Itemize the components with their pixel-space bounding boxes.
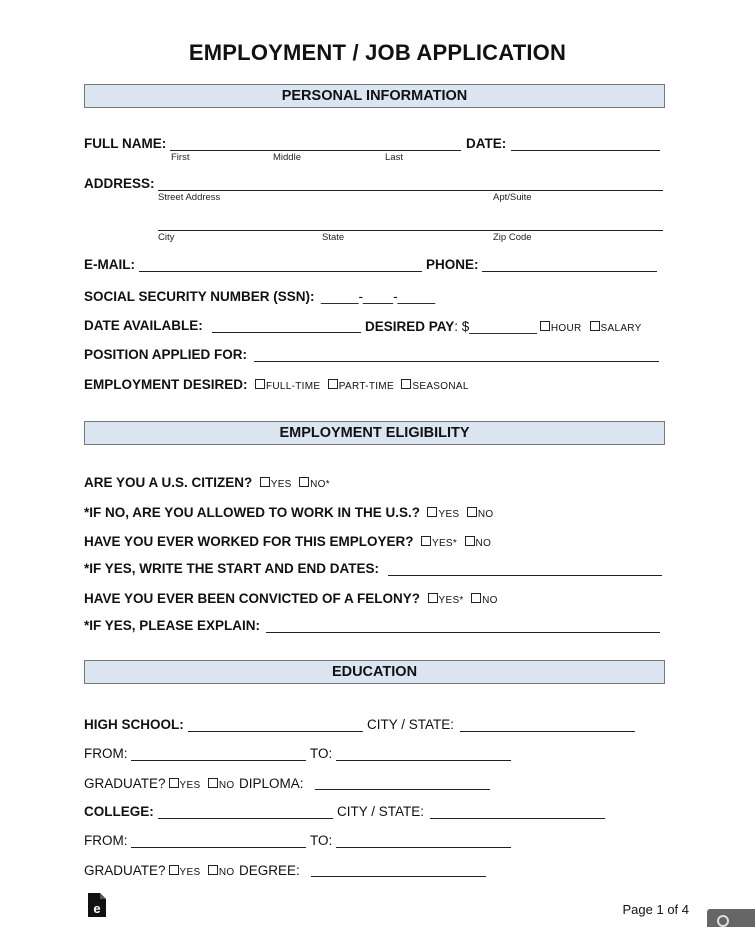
- date-available-field[interactable]: [212, 332, 361, 333]
- seasonal-checkbox[interactable]: [401, 379, 411, 389]
- high-school-graduate-label: GRADUATE?: [84, 776, 166, 791]
- allowed-yes-label: YES: [438, 509, 460, 520]
- college-city-state-label: CITY / STATE:: [337, 804, 425, 819]
- hour-option-label: HOUR: [550, 323, 582, 334]
- employment-desired-label: EMPLOYMENT DESIRED:: [84, 377, 248, 392]
- high-school-graduate-no-label: NO: [218, 780, 235, 791]
- felony-question: HAVE YOU EVER BEEN CONVICTED OF A FELONY?: [84, 591, 421, 606]
- worked-before-row: [84, 533, 491, 551]
- college-graduate-no-label: NO: [218, 867, 235, 878]
- felony-explain-field[interactable]: [266, 632, 660, 633]
- diploma-field[interactable]: [315, 789, 490, 790]
- college-graduate-label: GRADUATE?: [84, 863, 166, 878]
- desired-pay-field[interactable]: : $_________: [454, 319, 537, 334]
- eforms-logo-letter: e: [93, 901, 101, 916]
- date-label: DATE:: [466, 136, 507, 151]
- page-number: Page 1 of 4: [622, 902, 689, 917]
- high-school-city-state-field[interactable]: [460, 731, 635, 732]
- full-time-checkbox[interactable]: [255, 379, 265, 389]
- state-caption: State: [322, 232, 345, 243]
- high-school-field[interactable]: [188, 731, 363, 732]
- college-to-label: TO:: [310, 833, 333, 848]
- college-field[interactable]: [158, 818, 333, 819]
- last-name-caption: Last: [385, 152, 403, 163]
- street-address-caption: Street Address: [158, 192, 221, 203]
- allowed-yes-checkbox[interactable]: [427, 507, 437, 517]
- address-label: ADDRESS:: [84, 176, 155, 191]
- college-to-field[interactable]: [336, 847, 511, 848]
- high-school-graduate-yes-checkbox[interactable]: [169, 778, 179, 788]
- citizen-no-checkbox[interactable]: [299, 477, 309, 487]
- street-address-field[interactable]: [158, 190, 663, 191]
- city-caption: City: [158, 232, 175, 243]
- high-school-graduate-row: [84, 775, 303, 793]
- desired-pay-label: DESIRED PAY: [365, 319, 455, 334]
- phone-field[interactable]: [482, 271, 657, 272]
- hour-checkbox[interactable]: [540, 321, 550, 331]
- ssn-field[interactable]: _____-____-_____: [321, 289, 436, 304]
- section-header-personal-information: PERSONAL INFORMATION: [84, 84, 665, 108]
- document-title: EMPLOYMENT / JOB APPLICATION: [188, 40, 567, 65]
- middle-name-caption: Middle: [273, 152, 301, 163]
- date-field[interactable]: [511, 150, 660, 151]
- worked-no-label: NO: [475, 538, 492, 549]
- desired-pay-row: [365, 318, 642, 336]
- full-name-field[interactable]: [170, 150, 461, 151]
- degree-label: DEGREE:: [238, 863, 300, 878]
- high-school-city-state-label: CITY / STATE:: [367, 717, 455, 732]
- employment-desired-row: [84, 376, 469, 394]
- college-from-label: FROM:: [84, 833, 128, 848]
- worked-before-question: HAVE YOU EVER WORKED FOR THIS EMPLOYER?: [84, 534, 414, 549]
- part-time-checkbox[interactable]: [328, 379, 338, 389]
- college-city-state-field[interactable]: [430, 818, 605, 819]
- felony-yes-checkbox[interactable]: [428, 593, 438, 603]
- diploma-label: DIPLOMA:: [238, 776, 304, 791]
- college-from-field[interactable]: [131, 847, 306, 848]
- high-school-graduate-no-checkbox[interactable]: [208, 778, 218, 788]
- part-time-option-label: PART-TIME: [338, 381, 394, 392]
- high-school-label: HIGH SCHOOL:: [84, 717, 184, 732]
- felony-explain-label: *IF YES, PLEASE EXPLAIN:: [84, 618, 261, 633]
- salary-checkbox[interactable]: [590, 321, 600, 331]
- citizen-no-label: NO*: [310, 479, 330, 490]
- felony-no-checkbox[interactable]: [471, 593, 481, 603]
- salary-option-label: SALARY: [600, 323, 642, 334]
- degree-field[interactable]: [311, 876, 486, 877]
- high-school-graduate-yes-label: YES: [179, 780, 201, 791]
- zoom-widget[interactable]: [707, 909, 755, 927]
- college-graduate-yes-label: YES: [179, 867, 201, 878]
- allowed-to-work-row: [84, 504, 493, 522]
- apt-suite-caption: Apt/Suite: [493, 192, 532, 203]
- high-school-to-field[interactable]: [336, 760, 511, 761]
- allowed-no-checkbox[interactable]: [467, 507, 477, 517]
- email-label: E-MAIL:: [84, 257, 135, 272]
- ssn-label: SOCIAL SECURITY NUMBER (SSN):: [84, 289, 315, 304]
- city-state-zip-field[interactable]: [158, 230, 663, 231]
- worked-no-checkbox[interactable]: [465, 536, 475, 546]
- start-end-dates-label: *IF YES, WRITE THE START AND END DATES:: [84, 561, 380, 576]
- seasonal-option-label: SEASONAL: [412, 381, 469, 392]
- worked-yes-label: YES*: [431, 538, 458, 549]
- college-graduate-row: [84, 862, 300, 880]
- position-applied-label: POSITION APPLIED FOR:: [84, 347, 248, 362]
- section-header-education: EDUCATION: [84, 660, 665, 684]
- date-available-label: DATE AVAILABLE:: [84, 318, 203, 333]
- email-field[interactable]: [139, 271, 422, 272]
- citizen-question: ARE YOU A U.S. CITIZEN?: [84, 475, 253, 490]
- worked-yes-checkbox[interactable]: [421, 536, 431, 546]
- section-header-employment-eligibility: EMPLOYMENT ELIGIBILITY: [84, 421, 665, 445]
- eforms-logo-icon: [88, 893, 106, 917]
- high-school-to-label: TO:: [310, 746, 333, 761]
- first-name-caption: First: [171, 152, 190, 163]
- phone-label: PHONE:: [426, 257, 479, 272]
- full-name-label: FULL NAME:: [84, 136, 167, 151]
- high-school-from-field[interactable]: [131, 760, 306, 761]
- citizen-row: [84, 474, 330, 492]
- felony-row: [84, 590, 498, 608]
- felony-yes-label: YES*: [438, 595, 464, 606]
- full-time-option-label: FULL-TIME: [265, 381, 321, 392]
- allowed-no-label: NO: [477, 509, 494, 520]
- college-label: COLLEGE:: [84, 804, 154, 819]
- allowed-to-work-question: *IF NO, ARE YOU ALLOWED TO WORK IN THE U.S.?: [84, 505, 421, 520]
- college-graduate-yes-checkbox[interactable]: [169, 865, 179, 875]
- high-school-from-label: FROM:: [84, 746, 128, 761]
- citizen-yes-checkbox[interactable]: [260, 477, 270, 487]
- felony-no-label: NO: [482, 595, 498, 606]
- search-icon: [717, 915, 729, 927]
- position-applied-field[interactable]: [254, 361, 659, 362]
- start-end-dates-field[interactable]: [388, 575, 662, 576]
- citizen-yes-label: YES: [270, 479, 292, 490]
- college-graduate-no-checkbox[interactable]: [208, 865, 218, 875]
- zip-code-caption: Zip Code: [493, 232, 532, 243]
